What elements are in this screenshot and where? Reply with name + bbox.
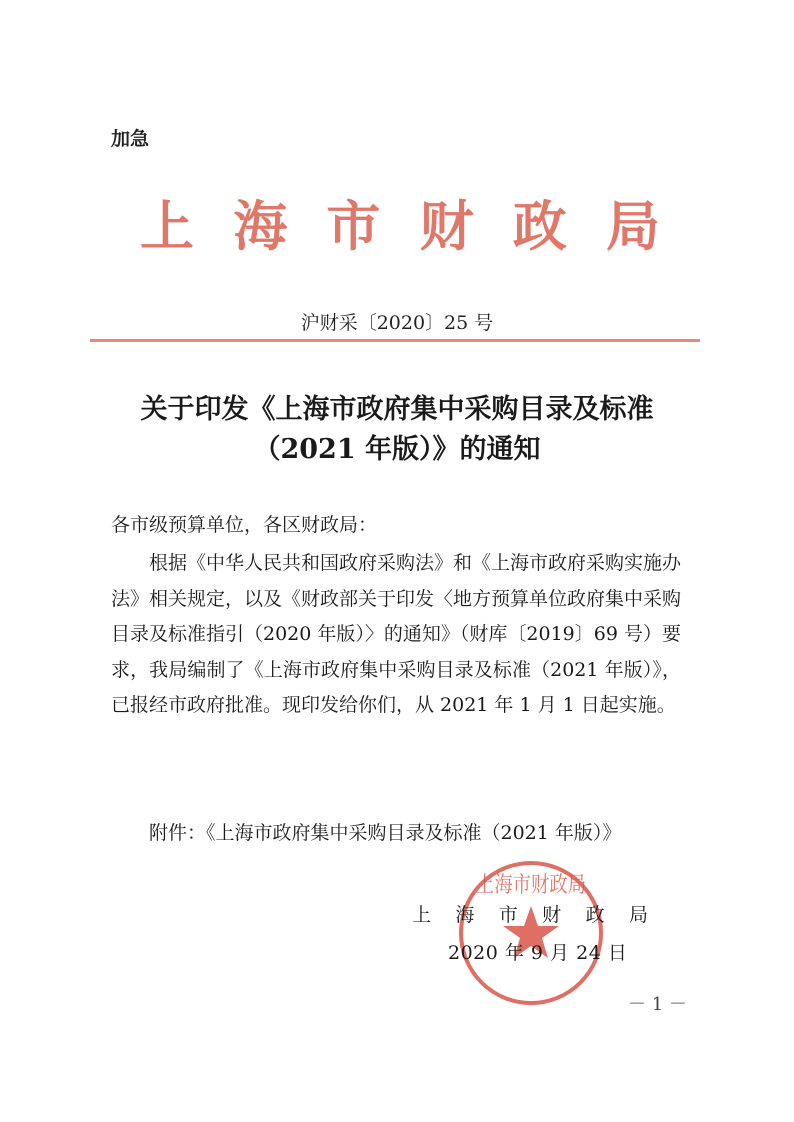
body-paragraph: 根据《中华人民共和国政府采购法》和《上海市政府采购实施办法》相关规定，以及《财政部关于印发〈地方预算单位政府集中采购目录及标准指引（2020 年版）〉的通知》（财库〔2019〕69 号）要求，我局编制了《上海市政府集中采购目录及标准（2021 年版）》，已报经市政府批准。现印发给你们，从 2021 年 1 月 1 日起实施。 bbox=[111, 552, 682, 716]
sig-char: 政 bbox=[585, 904, 605, 926]
org-char: 市 bbox=[326, 194, 381, 258]
header-divider bbox=[90, 339, 700, 342]
page-number: － 1 － bbox=[628, 994, 687, 1015]
org-char: 海 bbox=[233, 194, 288, 258]
org-char: 上 bbox=[140, 194, 194, 258]
issuing-org-header bbox=[140, 184, 660, 261]
document-title bbox=[90, 390, 704, 470]
org-char: 局 bbox=[605, 194, 660, 258]
salutation: 各市级预算单位，各区财政局： bbox=[111, 514, 378, 536]
sig-char: 上 bbox=[412, 904, 432, 926]
seal-text: 上海市财政局 bbox=[476, 873, 586, 898]
org-char: 政 bbox=[512, 194, 567, 258]
title-line-1: 关于印发《上海市政府集中采购目录及标准 bbox=[140, 394, 654, 425]
signature-org bbox=[412, 900, 648, 927]
official-seal-icon bbox=[456, 858, 606, 1008]
attachment-line: 附件：《上海市政府集中采购目录及标准（2021 年版）》 bbox=[149, 822, 622, 844]
sig-char: 局 bbox=[628, 904, 648, 926]
urgency-label: 加急 bbox=[111, 128, 150, 150]
org-char: 财 bbox=[419, 194, 474, 258]
title-line-2: （2021 年版）》的通知 bbox=[253, 434, 541, 465]
document-number: 沪财采〔2020〕25 号 bbox=[300, 312, 494, 334]
signature-date: 2020 年 9 月 24 日 bbox=[448, 942, 628, 964]
sig-char: 海 bbox=[455, 904, 475, 926]
sig-char: 市 bbox=[498, 904, 518, 926]
sig-char: 财 bbox=[542, 904, 562, 926]
body-text bbox=[111, 546, 681, 724]
